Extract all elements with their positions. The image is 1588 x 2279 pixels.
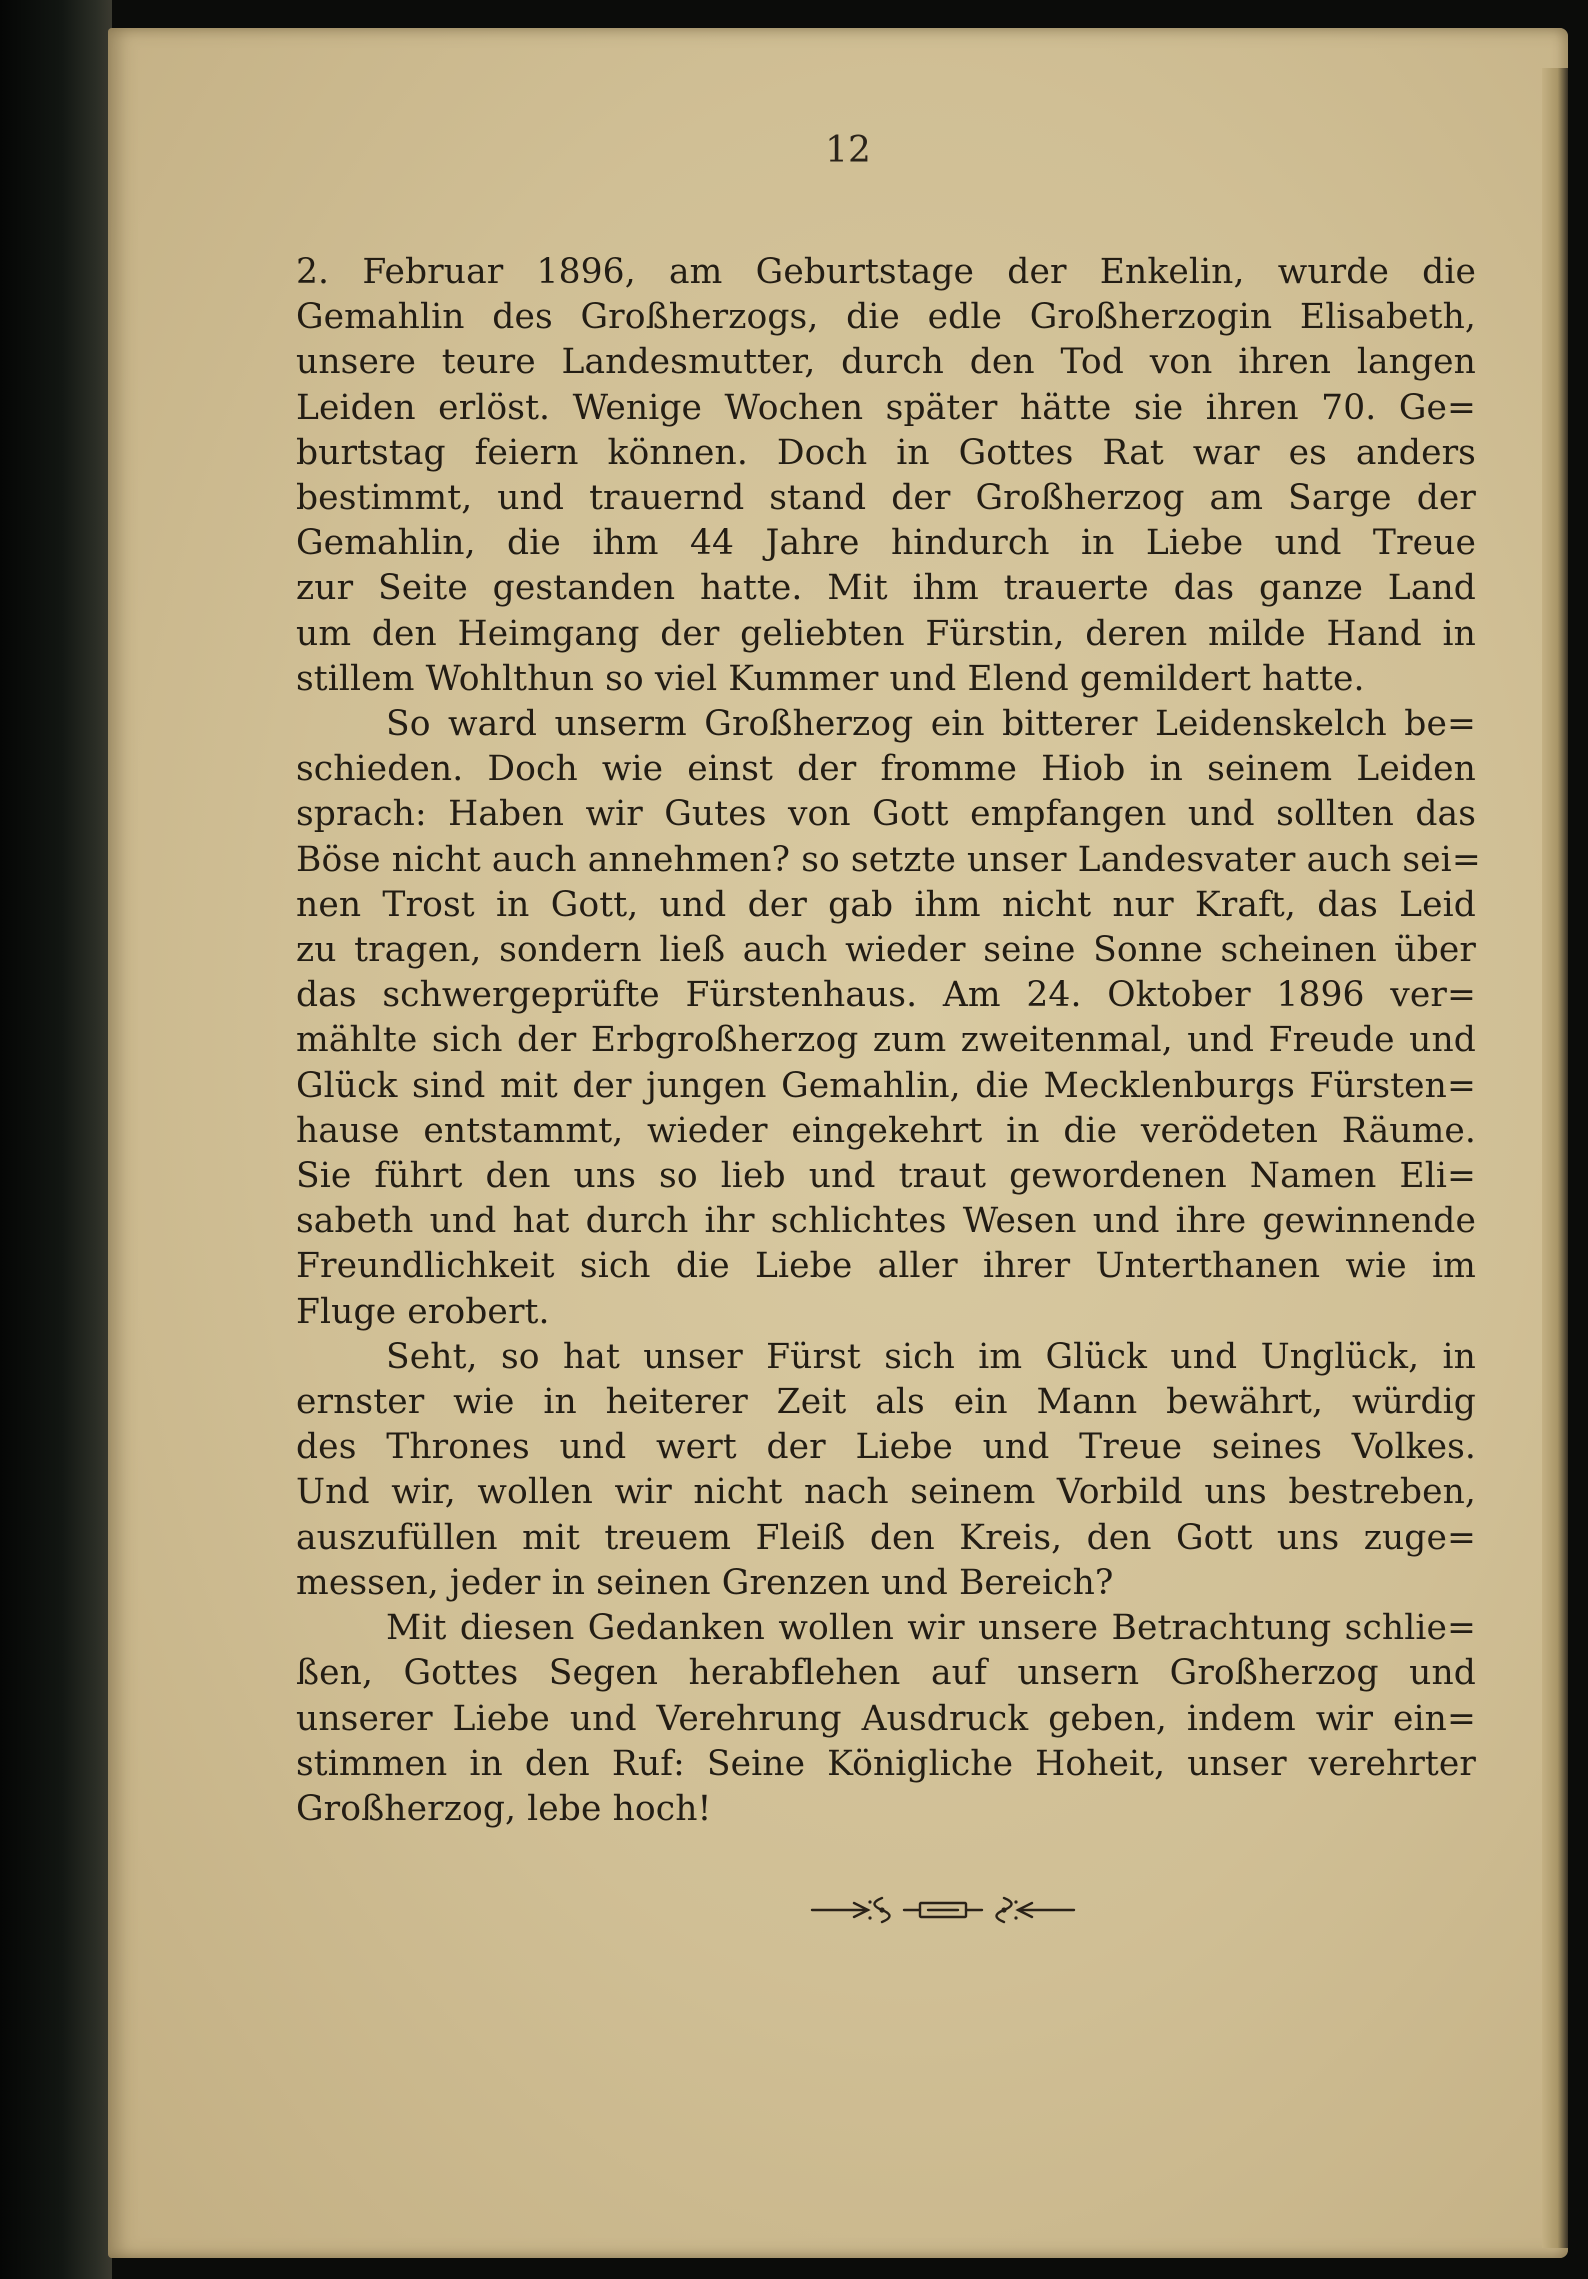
closing-ornament-icon [808,1890,1078,1930]
text-line: sprach: Haben wir Gutes von Gott empfangen und sollten das [296,794,1476,835]
text-line: Fluge erobert. [296,1291,550,1332]
text-line: schieden. Doch wie einst der fromme Hiob in seinem Leiden [296,749,1476,790]
text-line: unserer Liebe und Verehrung Ausdruck geben, indem wir ein= [296,1698,1476,1739]
text-line: mählte sich der Erbgroßherzog zum zweitenmal, und Freude und [296,1020,1476,1061]
page-edge [1542,68,1568,2248]
text-line: nen Trost in Gott, und der gab ihm nicht nur Kraft, das Leid [296,884,1476,925]
text-line: des Thrones und wert der Liebe und Treue seines Volkes. [296,1427,1476,1468]
text-line: Leiden erlöst. Wenige Wochen später hätte sie ihren 70. Ge= [296,387,1476,428]
body-text [296,250,1481,1832]
text-line: auszufüllen mit treuem Fleiß den Kreis, den Gott uns zuge= [296,1517,1476,1558]
text-line: Gemahlin des Großherzogs, die edle Großherzogin Elisabeth, [296,297,1476,338]
text-line: zur Seite gestanden hatte. Mit ihm trauerte das ganze Land [296,568,1476,609]
text-line: burtstag feiern können. Doch in Gottes Rat war es anders [296,432,1476,473]
text-line: Mit diesen Gedanken wollen wir unsere Betrachtung schlie= [386,1608,1476,1649]
text-line: Großherzog, lebe hoch! [296,1788,712,1829]
text-line: das schwergeprüfte Fürstenhaus. Am 24. Oktober 1896 ver= [296,975,1476,1016]
text-line: bestimmt, und trauernd stand der Großherzog am Sarge der [296,478,1476,519]
book-binding [0,0,112,2279]
text-line: stimmen in den Ruf: Seine Königliche Hoheit, unser verehrter [296,1743,1476,1784]
page-number: 12 [825,130,871,171]
text-line: Und wir, wollen wir nicht nach seinem Vorbild uns bestreben, [296,1472,1476,1513]
text-line: unsere teure Landesmutter, durch den Tod von ihren langen [296,342,1476,383]
text-line: ernster wie in heiterer Zeit als ein Mann bewährt, würdig [296,1382,1476,1423]
text-line: 2. Februar 1896, am Geburtstage der Enkelin, wurde die [296,252,1476,292]
text-line: um den Heimgang der geliebten Fürstin, deren milde Hand in [296,613,1476,654]
text-line: So ward unserm Großherzog ein bitterer Leidenskelch be= [386,704,1476,745]
text-line: Seht, so hat unser Fürst sich im Glück und Unglück, in [386,1336,1476,1377]
text-line: zu tragen, sondern ließ auch wieder seine Sonne scheinen über [296,930,1476,971]
text-line: Böse nicht auch annehmen? so setzte unser Landesvater auch sei= [296,839,1481,880]
text-line: Gemahlin, die ihm 44 Jahre hindurch in Liebe und Treue [296,523,1476,564]
text-line: hause entstammt, wieder eingekehrt in die verödeten Räume. [296,1110,1476,1151]
text-line: Sie führt den uns so lieb und traut gewordenen Namen Eli= [296,1156,1476,1197]
book-page [108,28,1568,2258]
text-line: ßen, Gottes Segen herabflehen auf unsern Großherzog und [296,1653,1476,1694]
text-line: sabeth und hat durch ihr schlichtes Wesen und ihre gewinnende [296,1201,1476,1242]
text-line: messen, jeder in seinen Grenzen und Bereich? [296,1562,1114,1603]
text-line: Glück sind mit der jungen Gemahlin, die Mecklenburgs Fürsten= [296,1065,1476,1106]
text-line: stillem Wohlthun so viel Kummer und Elend gemildert hatte. [296,658,1365,699]
text-line: Freundlichkeit sich die Liebe aller ihrer Unterthanen wie im [296,1246,1476,1287]
